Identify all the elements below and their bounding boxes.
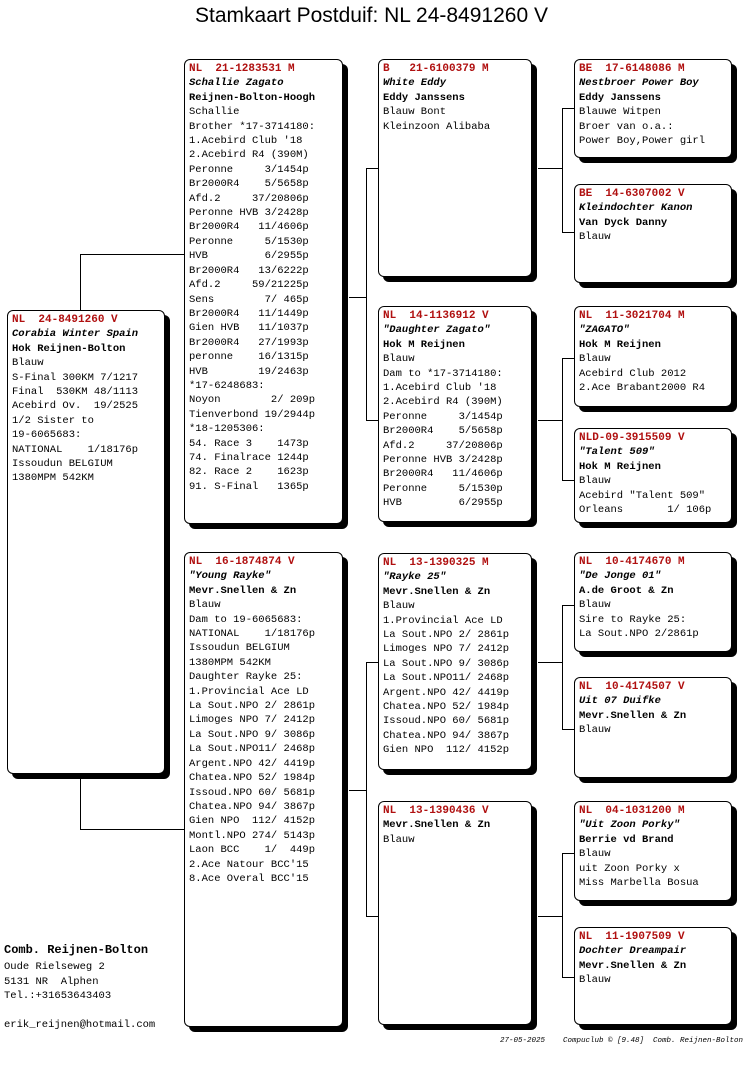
connector-line [538, 916, 562, 917]
pigeon-details [579, 723, 727, 737]
connector-line [562, 108, 574, 109]
pigeon-owner: Mevr.Snellen & Zn [383, 585, 491, 598]
ring-number: NL 11-1907509 V [579, 931, 685, 943]
detail-line: Issoud.NPO 60/ 5681p [383, 715, 510, 728]
detail-line: Peronne HVB 3/2428p [383, 454, 503, 467]
pigeon-card-ggp-6[interactable] [574, 677, 732, 778]
detail-line: Laon BCC 1/ 449p [189, 844, 316, 857]
detail-line: Blauw [383, 833, 415, 846]
pigeon-card-sire-sire[interactable] [378, 59, 532, 277]
detail-line: Acebird "Talent 509" [579, 489, 706, 502]
connector-line [538, 168, 562, 169]
connector-line [80, 775, 81, 829]
detail-line: 74. Finalrace 1244p [189, 451, 309, 464]
detail-line: La Sout.NPO 2/ 2861p [189, 700, 316, 713]
detail-line: Chatea.NPO 94/ 3867p [383, 729, 510, 742]
detail-line: Power Boy,Power girl [579, 135, 706, 148]
pigeon-name: Schallie Zagato [189, 77, 284, 90]
pigeon-card-sire[interactable] [184, 59, 343, 524]
detail-line: Limoges NPO 7/ 2412p [383, 643, 510, 656]
ring-number: B 21-6100379 M [383, 63, 489, 75]
pigeon-details [579, 973, 727, 987]
detail-line: Broer van o.a.: [579, 120, 674, 133]
pigeon-details [189, 598, 338, 886]
ring-number: NL 21-1283531 M [189, 63, 295, 75]
detail-line: 2.Acebird R4 (390M) [383, 396, 503, 409]
detail-line: Gien NPO 112/ 4152p [189, 815, 316, 828]
pigeon-card-ggp-3[interactable] [574, 306, 732, 407]
ring-number: NL 10-4174507 V [579, 681, 685, 693]
detail-line: Peronne 5/1530p [383, 482, 503, 495]
detail-line: Issoud.NPO 60/ 5681p [189, 786, 316, 799]
pigeon-details [579, 230, 727, 244]
breeder-address: Oude Rielseweg 2 [4, 961, 105, 973]
pigeon-card-dam[interactable] [184, 552, 343, 1027]
pigeon-details [579, 598, 727, 641]
detail-line: 54. Race 3 1473p [189, 437, 309, 450]
detail-line: Br2000R4 5/5658p [383, 425, 503, 438]
connector-line [562, 605, 574, 606]
connector-line [562, 853, 574, 854]
detail-line: Tienverbond 19/2944p [189, 408, 316, 421]
detail-line: Acebird Ov. 19/2525 [12, 400, 139, 413]
pigeon-card-ggp-8[interactable] [574, 927, 732, 1025]
detail-line: Chatea.NPO 52/ 1984p [383, 701, 510, 714]
connector-line [562, 729, 574, 730]
connector-line [349, 297, 366, 298]
breeder-phone: Tel.:+31653643403 [4, 990, 112, 1002]
pigeon-owner: Mevr.Snellen & Zn [579, 709, 687, 722]
detail-line: La Sout.NPO 9/ 3086p [189, 728, 316, 741]
pigeon-owner: Berrie vd Brand [579, 833, 674, 846]
detail-line: Dam to 19-6065683: [189, 613, 303, 626]
pigeon-card-dam-dam[interactable] [378, 801, 532, 1025]
pigeon-owner: Mevr.Snellen & Zn [579, 959, 687, 972]
ring-number: NL 04-1031200 M [579, 805, 685, 817]
detail-line: Acebird Club 2012 [579, 367, 687, 380]
connector-line [562, 232, 574, 233]
detail-line: 19-6065683: [12, 429, 82, 442]
footer: 27-05-2025 Compuclub © [9.48] Comb. Reijnen-Bolton [500, 1037, 743, 1045]
detail-line: Br2000R4 27/1993p [189, 336, 309, 349]
pigeon-name: Corabia Winter Spain [12, 328, 139, 341]
ring-number: NL 13-1390436 V [383, 805, 489, 817]
detail-line: Blauw [579, 599, 611, 612]
detail-line: Daughter Rayke 25: [189, 671, 303, 684]
detail-line: HVB 6/2955p [383, 497, 503, 510]
ring-number: NLD-09-3915509 V [579, 432, 685, 444]
detail-line: uit Zoon Porky x [579, 862, 680, 875]
page-title: Stamkaart Postduif: NL 24-8491260 V [195, 4, 548, 27]
pigeon-card-ggp-7[interactable] [574, 801, 732, 901]
detail-line: Final 530KM 48/1113 [12, 386, 139, 399]
pigeon-details [189, 105, 338, 494]
detail-line: Limoges NPO 7/ 2412p [189, 714, 316, 727]
detail-line: 1380MPM 542KM [189, 656, 271, 669]
pigeon-name: White Eddy [383, 77, 447, 90]
detail-line: Blauw [579, 724, 611, 737]
detail-line: Peronne 3/1454p [189, 163, 309, 176]
detail-line: Blauw [579, 231, 611, 244]
detail-line: Schallie [189, 106, 240, 119]
pigeon-name: "ZAGATO" [579, 324, 630, 337]
detail-line: Gien HVB 11/1037p [189, 322, 309, 335]
pigeon-owner: Hok M Reijnen [579, 460, 661, 473]
detail-line: *17-6248683: [189, 379, 265, 392]
detail-line: Blauw [579, 475, 611, 488]
pigeon-name: Kleindochter Kanon [579, 202, 693, 215]
detail-line: Blauwe Witpen [579, 106, 661, 119]
connector-line [538, 662, 562, 663]
connector-line [366, 662, 378, 663]
detail-line: Blauw [579, 848, 611, 861]
connector-line [366, 662, 367, 916]
pigeon-details [579, 474, 727, 517]
detail-line: Montl.NPO 274/ 5143p [189, 829, 316, 842]
detail-line: Blauw [383, 353, 415, 366]
detail-line: 2.Acebird R4 (390M) [189, 149, 309, 162]
detail-line: Br2000R4 5/5658p [189, 178, 309, 191]
detail-line: Blauw [579, 353, 611, 366]
breeder-email[interactable]: erik_reijnen@hotmail.com [4, 1018, 156, 1031]
pigeon-owner: Mevr.Snellen & Zn [383, 819, 491, 832]
pigeon-owner: Mevr.Snellen & Zn [189, 584, 297, 597]
detail-line: La Sout.NPO 2/ 2861p [383, 629, 510, 642]
pigeon-card-ggp-4[interactable] [574, 428, 732, 523]
detail-line: Peronne 3/1454p [383, 410, 503, 423]
pigeon-name: Uit 07 Duifke [579, 695, 661, 708]
pigeon-name: "Young Rayke" [189, 570, 271, 583]
pigeon-details [12, 356, 160, 486]
connector-line [80, 254, 184, 255]
detail-line: Argent.NPO 42/ 4419p [189, 757, 316, 770]
ring-number: NL 10-4174670 M [579, 556, 685, 568]
pigeon-owner: Van Dyck Danny [579, 216, 668, 229]
detail-line: peronne 16/1315p [189, 351, 309, 364]
detail-line: Chatea.NPO 52/ 1984p [189, 772, 316, 785]
ring-number: NL 11-3021704 M [579, 310, 685, 322]
pigeon-card-ggp-2[interactable] [574, 184, 732, 283]
connector-line [366, 168, 367, 420]
ring-number: NL 16-1874874 V [189, 556, 295, 568]
breeder-postcode: 5131 NR Alphen [4, 975, 99, 988]
detail-line: Sire to Rayke 25: [579, 613, 687, 626]
detail-line: HVB 6/2955p [189, 250, 309, 263]
pigeon-details [579, 352, 727, 395]
connector-line [562, 358, 574, 359]
detail-line: Afd.2 59/21225p [189, 279, 309, 292]
pigeon-owner: Hok M Reijnen [383, 338, 465, 351]
detail-line: Br2000R4 13/6222p [189, 264, 309, 277]
pigeon-card-ggp-1[interactable] [574, 59, 732, 158]
detail-line: 1.Provincial Ace LD [189, 685, 309, 698]
pigeon-owner: Reijnen-Bolton-Hoogh [189, 91, 316, 104]
detail-line: Br2000R4 11/4606p [383, 468, 503, 481]
detail-line: 91. S-Final 1365p [189, 480, 309, 493]
detail-line: La Sout.NPO11/ 2468p [383, 672, 510, 685]
pigeon-owner: Eddy Janssens [579, 91, 661, 104]
detail-line: Brother *17-3714180: [189, 120, 316, 133]
detail-line: La Sout.NPO 2/2861p [579, 628, 699, 641]
detail-line: NATIONAL 1/18176p [189, 628, 316, 641]
connector-line [80, 829, 184, 830]
detail-line: Peronne HVB 3/2428p [189, 207, 309, 220]
ring-number: BE 14-6307002 V [579, 188, 685, 200]
pigeon-details [383, 105, 527, 134]
detail-line: La Sout.NPO11/ 2468p [189, 743, 316, 756]
connector-line [562, 977, 574, 978]
detail-line: 82. Race 2 1623p [189, 466, 309, 479]
connector-line [562, 358, 563, 480]
detail-line: Chatea.NPO 94/ 3867p [189, 800, 316, 813]
detail-line: Afd.2 37/20806p [383, 439, 503, 452]
detail-line: 8.Ace Overal BCC'15 [189, 872, 309, 885]
pigeon-name: "Daughter Zagato" [383, 324, 491, 337]
ring-number: NL 13-1390325 M [383, 557, 489, 569]
connector-line [562, 108, 563, 232]
connector-line [562, 853, 563, 977]
pigeon-details [383, 833, 527, 847]
connector-line [538, 420, 562, 421]
detail-line: Blauw [383, 600, 415, 613]
breeder-info [4, 940, 155, 1032]
detail-line: La Sout.NPO 9/ 3086p [383, 657, 510, 670]
detail-line: HVB 19/2463p [189, 365, 309, 378]
pigeon-owner: Eddy Janssens [383, 91, 465, 104]
detail-line: Noyon 2/ 209p [189, 394, 316, 407]
detail-line: 2.Ace Natour BCC'15 [189, 858, 309, 871]
detail-line: Orleans 1/ 106p [579, 504, 712, 517]
pigeon-name: Dochter Dreampair [579, 945, 687, 958]
pigeon-card-subject[interactable] [7, 310, 165, 774]
detail-line: NATIONAL 1/18176p [12, 443, 139, 456]
ring-number: BE 17-6148086 M [579, 63, 685, 75]
detail-line: Afd.2 37/20806p [189, 192, 309, 205]
pigeon-card-ggp-5[interactable] [574, 552, 732, 652]
pigeon-card-sire-dam[interactable] [378, 306, 532, 522]
detail-line: 1.Acebird Club '18 [383, 382, 497, 395]
detail-line: 1.Acebird Club '18 [189, 135, 303, 148]
detail-line: Blauw [12, 357, 44, 370]
pigeon-details [383, 599, 527, 757]
detail-line: Br2000R4 11/1449p [189, 307, 309, 320]
connector-line [366, 420, 378, 421]
pigeon-owner: A.de Groot & Zn [579, 584, 674, 597]
detail-line: Sens 7/ 465p [189, 293, 309, 306]
pigeon-owner: Hok M Reijnen [579, 338, 661, 351]
pigeon-details [579, 847, 727, 890]
connector-line [562, 480, 574, 481]
detail-line: Dam to *17-3714180: [383, 367, 503, 380]
pigeon-owner: Hok Reijnen-Bolton [12, 342, 126, 355]
detail-line: Miss Marbella Bosua [579, 877, 699, 890]
pigeon-name: "Uit Zoon Porky" [579, 819, 680, 832]
breeder-name: Comb. Reijnen-Bolton [4, 943, 149, 957]
detail-line: 1380MPM 542KM [12, 472, 94, 485]
detail-line: Blauw Bont [383, 106, 447, 119]
ring-number: NL 14-1136912 V [383, 310, 489, 322]
connector-line [366, 916, 378, 917]
connector-line [562, 605, 563, 729]
pigeon-name: "De Jonge 01" [579, 570, 661, 583]
detail-line: Peronne 5/1530p [189, 235, 309, 248]
detail-line: 1/2 Sister to [12, 414, 94, 427]
detail-line: Issoudun BELGIUM [12, 458, 113, 471]
pigeon-details [579, 105, 727, 148]
ring-number: NL 24-8491260 V [12, 314, 118, 326]
detail-line: Issoudun BELGIUM [189, 642, 290, 655]
connector-line [80, 254, 81, 310]
detail-line: S-Final 300KM 7/1217 [12, 371, 139, 384]
detail-line: Br2000R4 11/4606p [189, 221, 309, 234]
detail-line: 1.Provincial Ace LD [383, 614, 503, 627]
pigeon-name: Nestbroer Power Boy [579, 77, 699, 90]
detail-line: Gien NPO 112/ 4152p [383, 744, 510, 757]
pigeon-card-dam-sire[interactable] [378, 553, 532, 770]
pigeon-details [383, 352, 527, 510]
pigeon-name: "Talent 509" [579, 446, 655, 459]
connector-line [349, 790, 366, 791]
detail-line: *18-1205306: [189, 423, 265, 436]
detail-line: Blauw [579, 974, 611, 987]
detail-line: Argent.NPO 42/ 4419p [383, 686, 510, 699]
pigeon-name: "Rayke 25" [383, 571, 447, 584]
detail-line: Kleinzoon Alibaba [383, 120, 491, 133]
detail-line: 2.Ace Brabant2000 R4 [579, 382, 706, 395]
connector-line [366, 168, 378, 169]
detail-line: Blauw [189, 599, 221, 612]
